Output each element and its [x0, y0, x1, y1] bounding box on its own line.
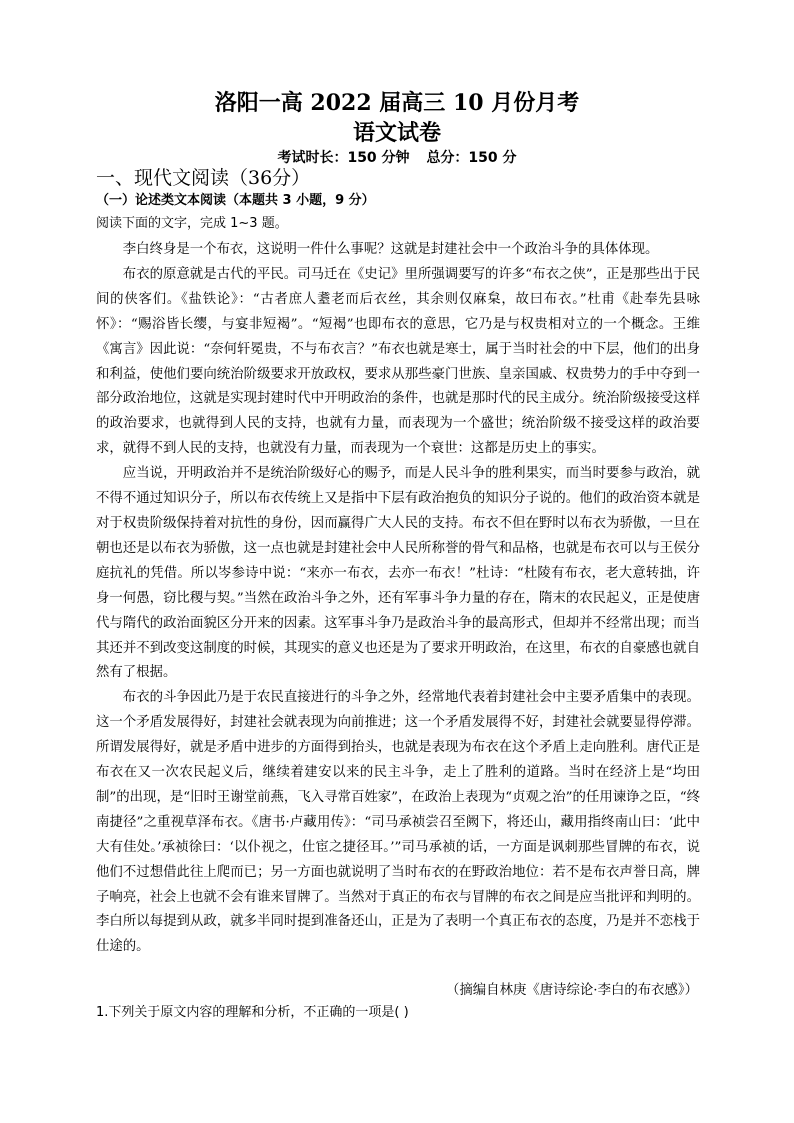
exam-total-score: 总分：150 分 [426, 150, 517, 166]
passage-source: （摘编自林庚《唐诗综论·李白的布衣感》） [446, 983, 698, 998]
passage-paragraph-4: 布衣的斗争因此乃是于农民直接进行的斗争之外，经常地代表着封建社会中主要矛盾集中的表现。这一个矛盾发展得好，封建社会就表现为向前推进；这一个矛盾发展得不好，封建社会就要显得停滞。所谓发展得好，就是矛盾中进步的方面得到抬头，也就是表现为布衣在这个矛盾上走向胜利。唐代正是布衣在又一次农民起义后，继续着建安以来的民主斗争，走上了胜利的道路。当时在经济上是“均田制”的出现，是“旧时王谢堂前燕，飞入寻常百姓家”，在政治上表现为“贞观之治”的任用谏诤之臣，“终南捷径”之重视草泽布衣。《唐书·卢藏用传》：“司马承祯尝召至阙下，将还山，藏用指终南山曰：‘此中大有佳处。’承祯徐曰：‘以仆视之，仕宦之捷径耳。’”司马承祯的话，一方面是讽刺那些冒牌的布衣，说他们不过想借此往上爬而已；另一方面也就说明了当时布衣的在野政治地位：若不是布衣声誉日高，牌子响亮，社会上也就不会有谁来冒牌了。当然对于真正的布衣与冒牌的布衣之间是应当批评和判明的。李白所以每提到从政，就多半同时提到准备还山，正是为了表明一个真正布衣的态度，乃是并不恋栈于仕途的。 [96, 690, 700, 955]
subsection-heading: （一）论述类文本阅读（本题共 3 小题，9 分） [96, 193, 375, 208]
section-heading: 一、现代文阅读（36分） [96, 167, 311, 189]
passage-paragraph-3: 应当说，开明政治并不是统治阶级好心的赐予，而是人民斗争的胜利果实，而当时要参与政治，就不得不通过知识分子，所以布衣传统上又是指中下层有政治抱负的知识分子说的。他们的政治资本就是对于权贵阶级保持着对抗性的身份，因而赢得广大人民的支持。布衣不但在野时以布衣为骄傲，一旦在朝也还是以布衣为骄傲，这一点也就是封建社会中人民所称誉的骨气和品格，也就是布衣可以与王侯分庭抗礼的凭借。所以岑参诗中说：“来亦一布衣，去亦一布衣！”杜诗：“杜陵有布衣，老大意转拙，许身一何愚，窃比稷与契。”当然在政治斗争之外，还有军事斗争力量的存在，隋末的农民起义，正是使唐代与隋代的政治面貌区分开来的因素。这军事斗争乃是政治斗争的最高形式，但却并不经常出现；而当其还并不到改变这制度的时候，其现实的意义也还是为了要求开明政治，在这里，布衣的自豪感也就自然有了根据。 [96, 466, 700, 681]
reading-passage [96, 238, 700, 960]
exam-title: 洛阳一高 2022 届高三 10 月份月考 [214, 90, 580, 116]
passage-paragraph-1: 李白终身是一个布衣，这说明一件什么事呢？这就是封建社会中一个政治斗争的具体体现。 [122, 242, 659, 257]
question-1: 1.下列关于原文内容的理解和分析，不正确的一项是( ) [96, 1005, 409, 1020]
exam-subject-title: 语文试卷 [352, 120, 441, 146]
reading-instruction: 阅读下面的文字，完成 1~3 题。 [96, 216, 288, 231]
passage-paragraph-2: 布衣的原意就是古代的平民。司马迁在《史记》里所强调要写的许多“布衣之侠”，正是那些出于民间的侠客们。《盐铁论》：“古者庶人耋老而后衣丝，其余则仅麻枲，故曰布衣。”杜甫《赴奉先县咏怀》：“赐浴皆长缨，与宴非短褐”。“短褐”也即布衣的意思，它乃是与权贵相对立的一个概念。王维《寓言》因此说：“奈何轩冕贵，不与布衣言？”布衣也就是寒士，属于当时社会的中下层，他们的出身和利益，使他们要向统治阶级要求开放政权，要求从那些豪门世族、皇亲国戚、权贵势力的手中夺到一部分政治地位，这就是实现封建时代中开明政治的条件，也就是那时代的民主成分。统治阶级接受这样的政治要求，也就得到人民的支持，也就有力量，而表现为一个盛世；统治阶级不接受这样的政治要求，就得不到人民的支持，也就没有力量，而表现为一个衰世：这都是历史上的事实。 [96, 266, 700, 457]
exam-info [0, 149, 794, 167]
exam-duration: 考试时长：150 分钟 [277, 150, 410, 166]
